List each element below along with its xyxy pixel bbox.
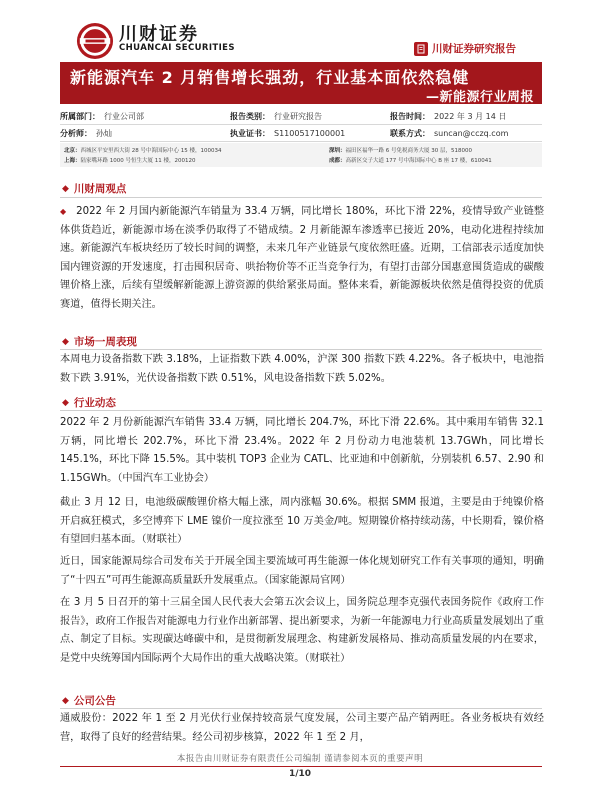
- meta-value: 行业研究报告: [274, 111, 322, 121]
- report-subtitle: —新能源行业周报: [425, 90, 534, 105]
- market-paragraph: 本周电力设备指数下跌 3.18%，上证指数下跌 4.00%，沪深 300 指数下跌 4.22%。各子板块中，电池指数下跌 3.91%，光伏设备指数下跌 0.51%，风电设备指数下跌 5.02%。: [60, 354, 544, 384]
- meta-value: 2022 年 3 月 14 日: [434, 111, 507, 121]
- meta-key: 报告时间：: [390, 111, 430, 121]
- address-city: 上海：: [64, 158, 81, 164]
- diamond-bullet-icon: ◆: [60, 207, 67, 216]
- section-title: 川财周观点: [73, 183, 127, 195]
- section-heading-market: [62, 334, 137, 349]
- company-name-en: CHUANCAI SECURITIES: [119, 43, 235, 53]
- address-city: 深圳：: [329, 148, 346, 154]
- section-divider: [60, 197, 542, 198]
- address-text: 福田区福华一路 6 号免税商务大厦 30 层，518000: [345, 148, 473, 154]
- meta-row: [60, 108, 542, 125]
- office-addresses: [60, 143, 542, 167]
- section-title: 公司公告: [73, 695, 116, 707]
- meta-key: 分析师：: [60, 128, 92, 138]
- section-divider: [60, 410, 542, 411]
- company-logo-icon: [76, 22, 114, 60]
- industry-paragraph: 2022 年 2 月份新能源汽车销售 33.4 万辆，同比增长 204.7%，环比下滑 22.6%。其中乘用车销售 32.1 万辆，同比增长 202.7%，环比下滑 23.4%。2022 年 2 月份动力电池装机 13.7GWh，同比增长 145.1%，环比下降 15.5%。其中装机 TOP3 企业为 CATL、比亚迪和中创新航，分别装机 6.57、2.90 和 1.15GWh。（中国汽车工业协会）: [60, 417, 544, 484]
- diamond-bullet-icon: ◆: [62, 336, 69, 347]
- address-row: [64, 145, 538, 155]
- section-title: 行业动态: [73, 397, 116, 409]
- meta-value: S1100517100001: [274, 128, 346, 138]
- report-tag-icon: [414, 42, 428, 56]
- meta-value: 孙灿: [96, 128, 112, 138]
- diamond-bullet-icon: ◆: [62, 695, 69, 706]
- email-link[interactable]: suncan@cczq.com: [434, 128, 509, 138]
- meta-key: 所属部门：: [60, 111, 100, 121]
- industry-paragraph: 在 3 月 5 日召开的第十三届全国人民代表大会第五次会议上，国务院总理李克强代表国务院作《政府工作报告》，政府工作报告对能源电力行业作出新部署、提出新要求，为新一年能源电力行业高质量发展划出了重点、制定了目标。实现碳达峰碳中和，是贯彻新发展理念、构建新发展格局、推动高质量发展的内在要求，是党中央统筹国内国际两个大局作出的重大战略决策。（财联社）: [60, 597, 544, 664]
- section-heading-view: [62, 181, 126, 196]
- report-tag-label: 川财证券研究报告: [432, 43, 516, 55]
- footer-divider: [60, 766, 542, 767]
- industry-paragraph: 截止 3 月 12 日，电池级碳酸锂价格大幅上涨，周内涨幅 30.6%。根据 SMM 报道，主要是由于纯镍价格开启疯狂模式，多空博弈下 LME 镍价一度拉涨至 10 万美金/吨。短期镍价格持续动荡，中长期看，镍价格有望回归基本面。（财联社）: [60, 497, 544, 545]
- page-number: 1/10: [288, 769, 312, 779]
- title-banner: [60, 62, 542, 104]
- meta-row: [60, 125, 542, 142]
- meta-key: 联系方式：: [390, 128, 430, 138]
- address-city: 成都：: [329, 158, 346, 164]
- report-meta: [60, 108, 542, 142]
- section-divider: [60, 708, 542, 709]
- report-title: 新能源汽车 2 月销售增长强劲，行业基本面依然稳健: [70, 68, 470, 87]
- section-title: 市场一周表现: [73, 336, 137, 348]
- address-text: 高新区交子大道 177 号中海国际中心 B 座 17 楼，610041: [345, 158, 492, 164]
- address-text: 西城区平安里西大街 28 号中海国际中心 15 楼，100034: [80, 148, 222, 154]
- company-name-cn: 川财证券: [119, 24, 199, 45]
- diamond-bullet-icon: ◆: [62, 397, 69, 408]
- view-paragraph: [60, 203, 544, 314]
- report-tag: [414, 41, 516, 56]
- company-paragraph: 通威股份：2022 年 1 至 2 月光伏行业保持较高景气度发展，公司主要产品产销两旺。各业务板块有效经营，取得了良好的经营结果。经公司初步核算，2022 年 1 至 2 月，: [60, 713, 544, 743]
- meta-key: 报告类别：: [230, 111, 270, 121]
- meta-key: 执业证书：: [230, 128, 270, 138]
- footer-disclaimer: 本报告由川财证券有限责任公司编制 谨请参阅本页的重要声明: [176, 754, 424, 764]
- address-text: 陆家嘴环路 1000 号恒生大厦 11 楼，200120: [80, 158, 196, 164]
- paragraph-text: 2022 年 2 月国内新能源汽车销量为 33.4 万辆，同比增长 180%，环比下滑 22%，疫情导致产业链整体供货趋近，新能源市场在淡季仍取得了不错成绩。2 月新能源车渗透率已接近 20%，电动化进程持续加速。新能源汽车板块经历了较长时间的调整，未来几年产业链景气度依然旺盛。近期，工信部表示适度加快国内锂资源的开发速度，打击囤积居奇、哄抬物价等不正当竞争行为，有望打击部分国惠意囤货造成的碳酸锂价格上涨，后续有望缓解新能源上游资源的供给紧张局面。整体来看，新能源板块依然是值得投资的优质赛道，值得长期关注。: [60, 206, 545, 310]
- diamond-bullet-icon: ◆: [62, 183, 69, 194]
- section-heading-company: [62, 693, 116, 708]
- section-divider: [60, 349, 542, 350]
- meta-value: 行业公司部: [104, 111, 144, 121]
- address-row: [64, 155, 538, 165]
- address-city: 北京：: [64, 148, 81, 154]
- industry-paragraph: 近日，国家能源局综合司发布关于开展全国主要流域可再生能源一体化规划研究工作有关事项的通知，明确了“十四五”可再生能源高质量跃升发展重点。（国家能源局官网）: [60, 556, 544, 586]
- section-heading-industry: [62, 395, 116, 410]
